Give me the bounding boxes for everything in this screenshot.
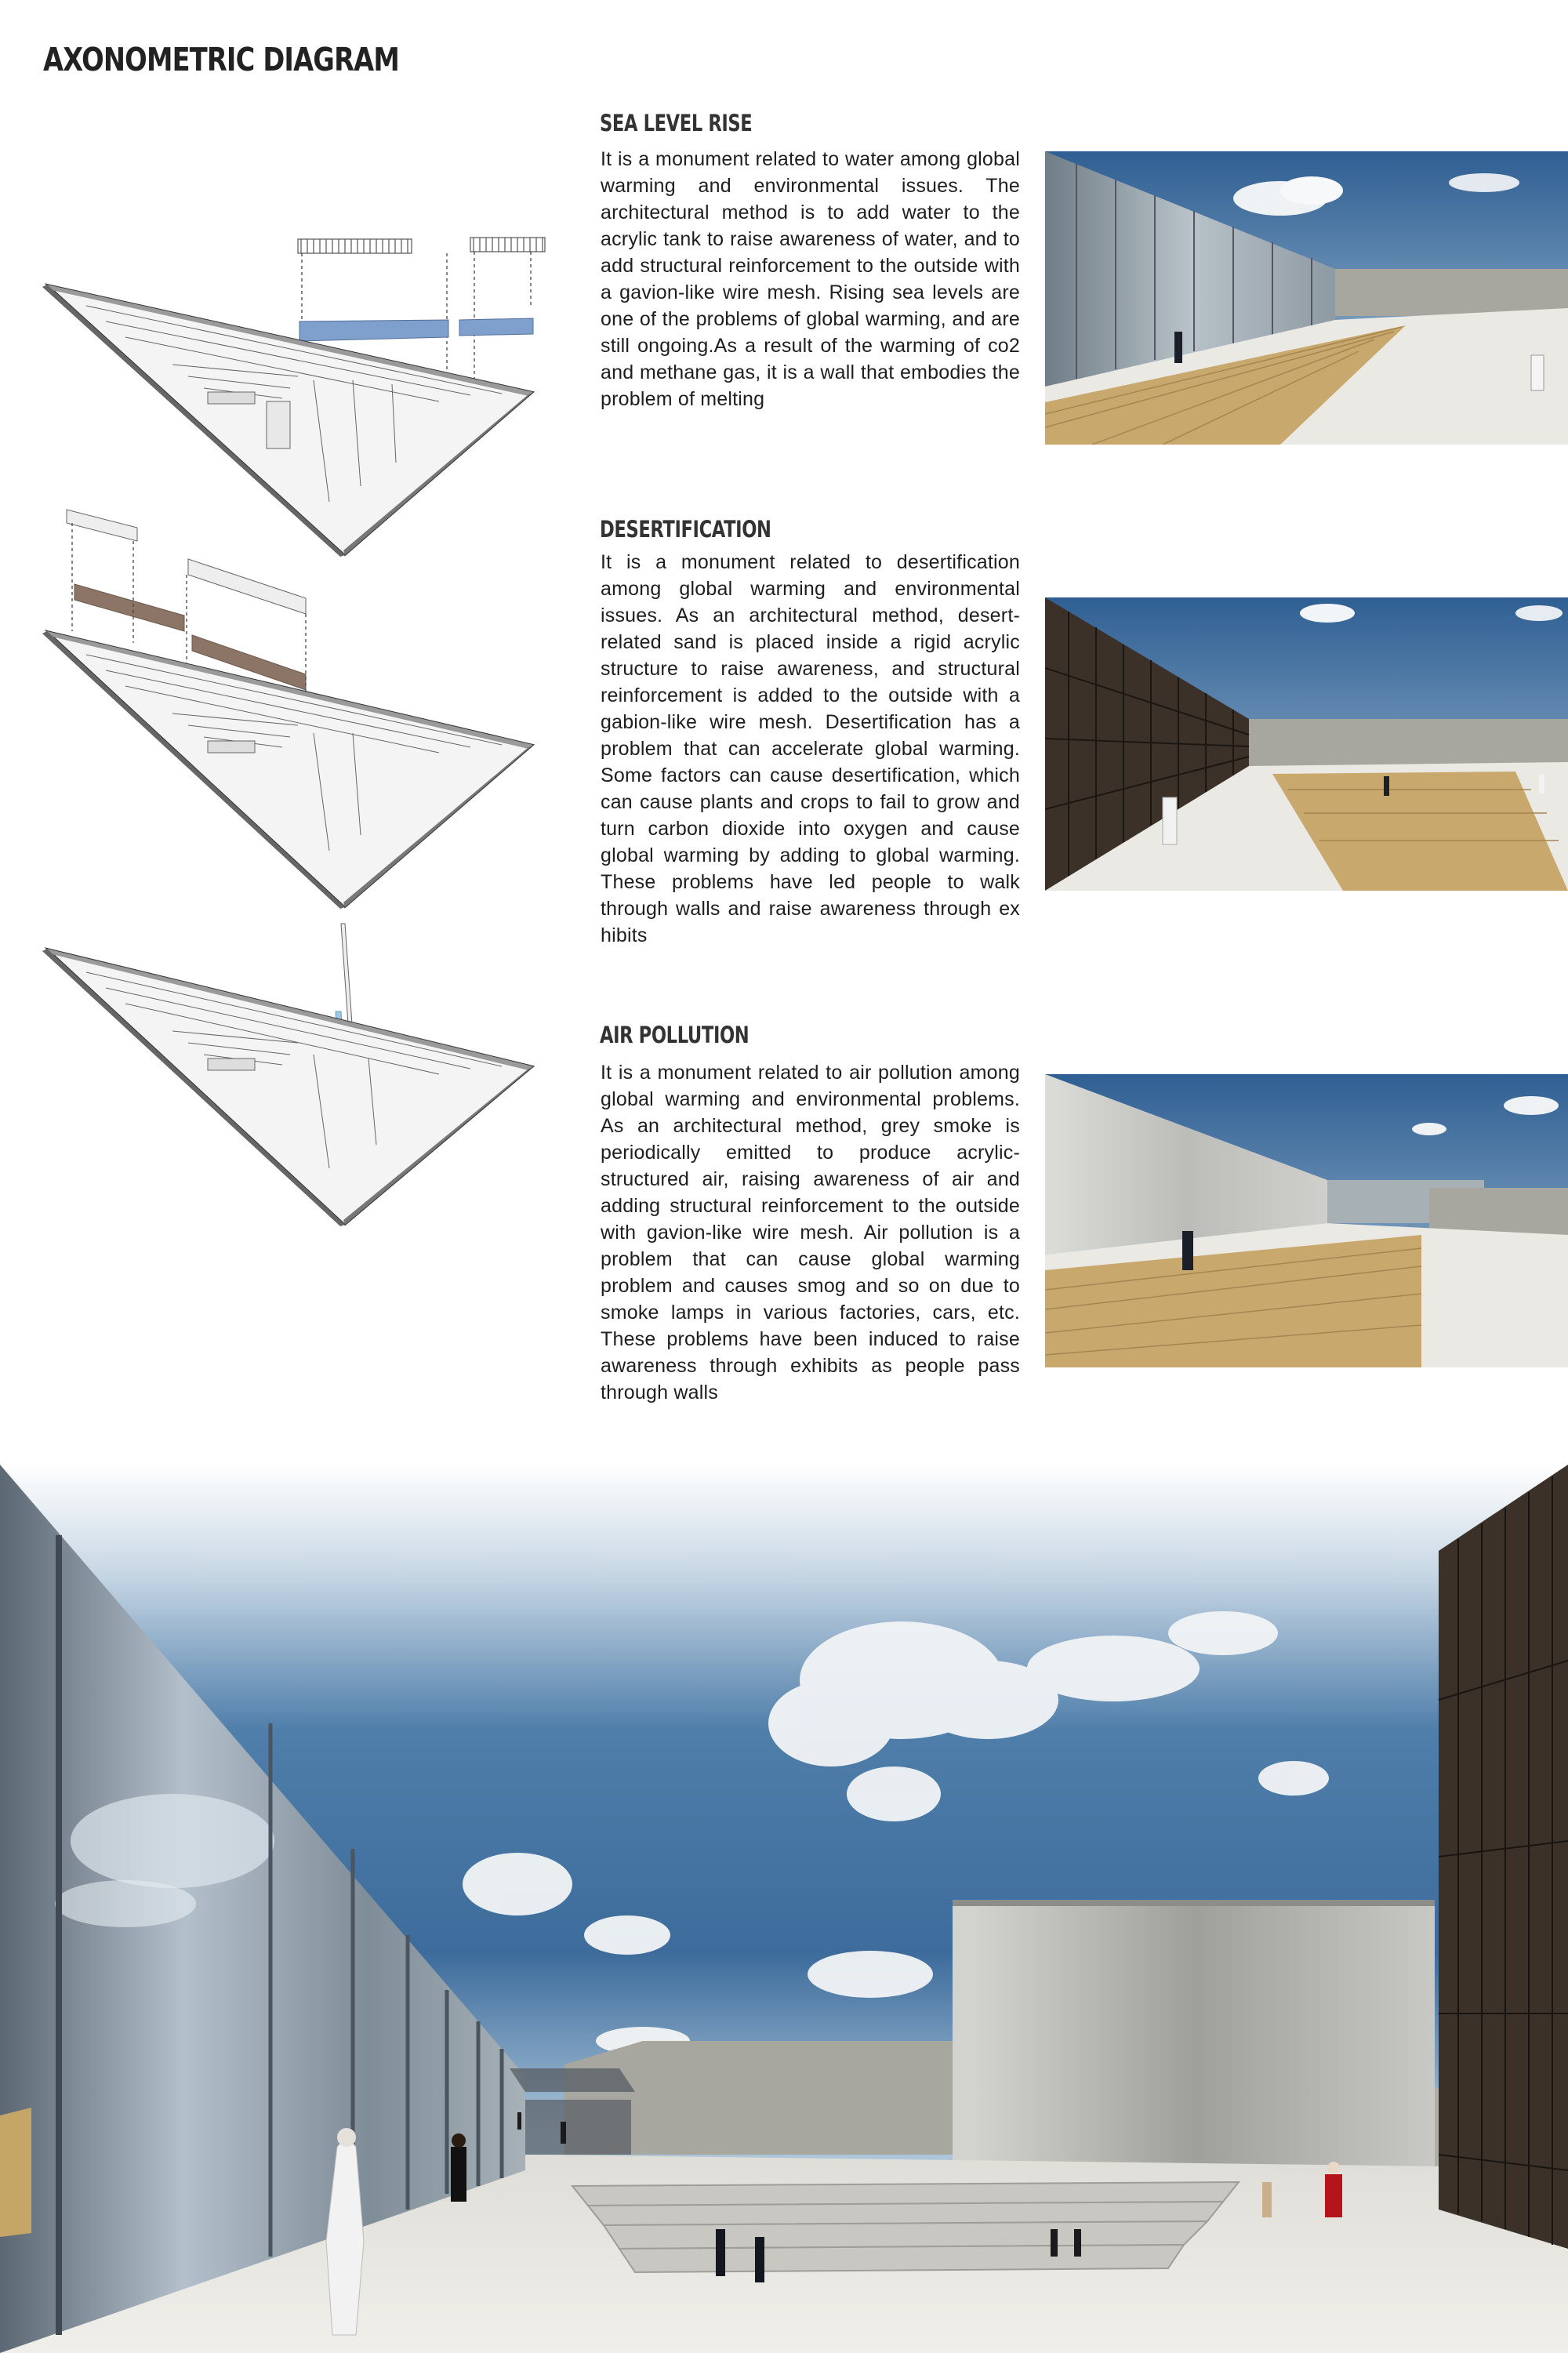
sea-level-rise-text: It is a monument related to water among global warming and environmental issues. The architectural method is to add water to the acrylic tank to raise awareness of water, and to add structural reinforcement to the outside with a gavion-like wire mesh. Rising sea levels are one of the problems of global warming, and are still ongoing.As a result of the warming of co2 and methane gas, it is a wall that embodies the problem of melting	[601, 148, 1020, 410]
desertification-heading: DESERTIFICATION	[600, 516, 771, 543]
mesh-panel-right	[470, 238, 545, 252]
air-pollution-text: It is a monument related to air pollution among global warming and environmental problems. As an architectural method, grey smoke is periodically emitted to produce acrylic-structured air, raising awareness of air and adding structural reinforcement to the outside with gavion-like wire mesh. Air pollution is a problem that can cause global warming problem and causes smog and so on due to smoke lamps in various factories, cars, etc. These problems have been induced to raise awareness through exhibits as people pass through walls	[601, 1062, 1020, 1403]
desertification-text: It is a monument related to desertification among global warming and environmental issues. As an architectural method, desert-related sand is placed inside a rigid acrylic structure to raise awareness, and structural reinforcement is added to the outside with a gabion-like wire mesh. Desertification has a problem that can accelerate global warming. Some factors can cause desertification, which can cause plants and crops to fail to grow and turn carbon dioxide into oxygen and cause global warming by adding to global warming. These problems have led people to walk through walls and raise awareness through ex hibits	[601, 551, 1020, 946]
stepped-seating	[572, 2182, 1239, 2272]
page-title: AXONOMETRIC DIAGRAM	[43, 41, 399, 78]
air-pollution-axonometric	[31, 917, 549, 1231]
water-panel	[299, 320, 448, 341]
desertification-wall	[1439, 1465, 1568, 2249]
air-pollution-heading: AIR POLLUTION	[600, 1022, 750, 1048]
hero-perspective-render	[0, 1465, 1568, 2353]
air-pollution-wall	[953, 1900, 1435, 2170]
sand-panel-left	[74, 584, 184, 631]
air-pollution-render	[1045, 1074, 1568, 1367]
site-base	[47, 949, 533, 1225]
desertification-render	[1045, 597, 1568, 891]
sea-level-rise-render	[1045, 151, 1568, 445]
sea-level-rise-heading: SEA LEVEL RISE	[600, 110, 753, 136]
desertification-axonometric	[31, 506, 549, 913]
mesh-panel-left	[298, 239, 412, 253]
mesh-panel	[341, 924, 353, 1035]
